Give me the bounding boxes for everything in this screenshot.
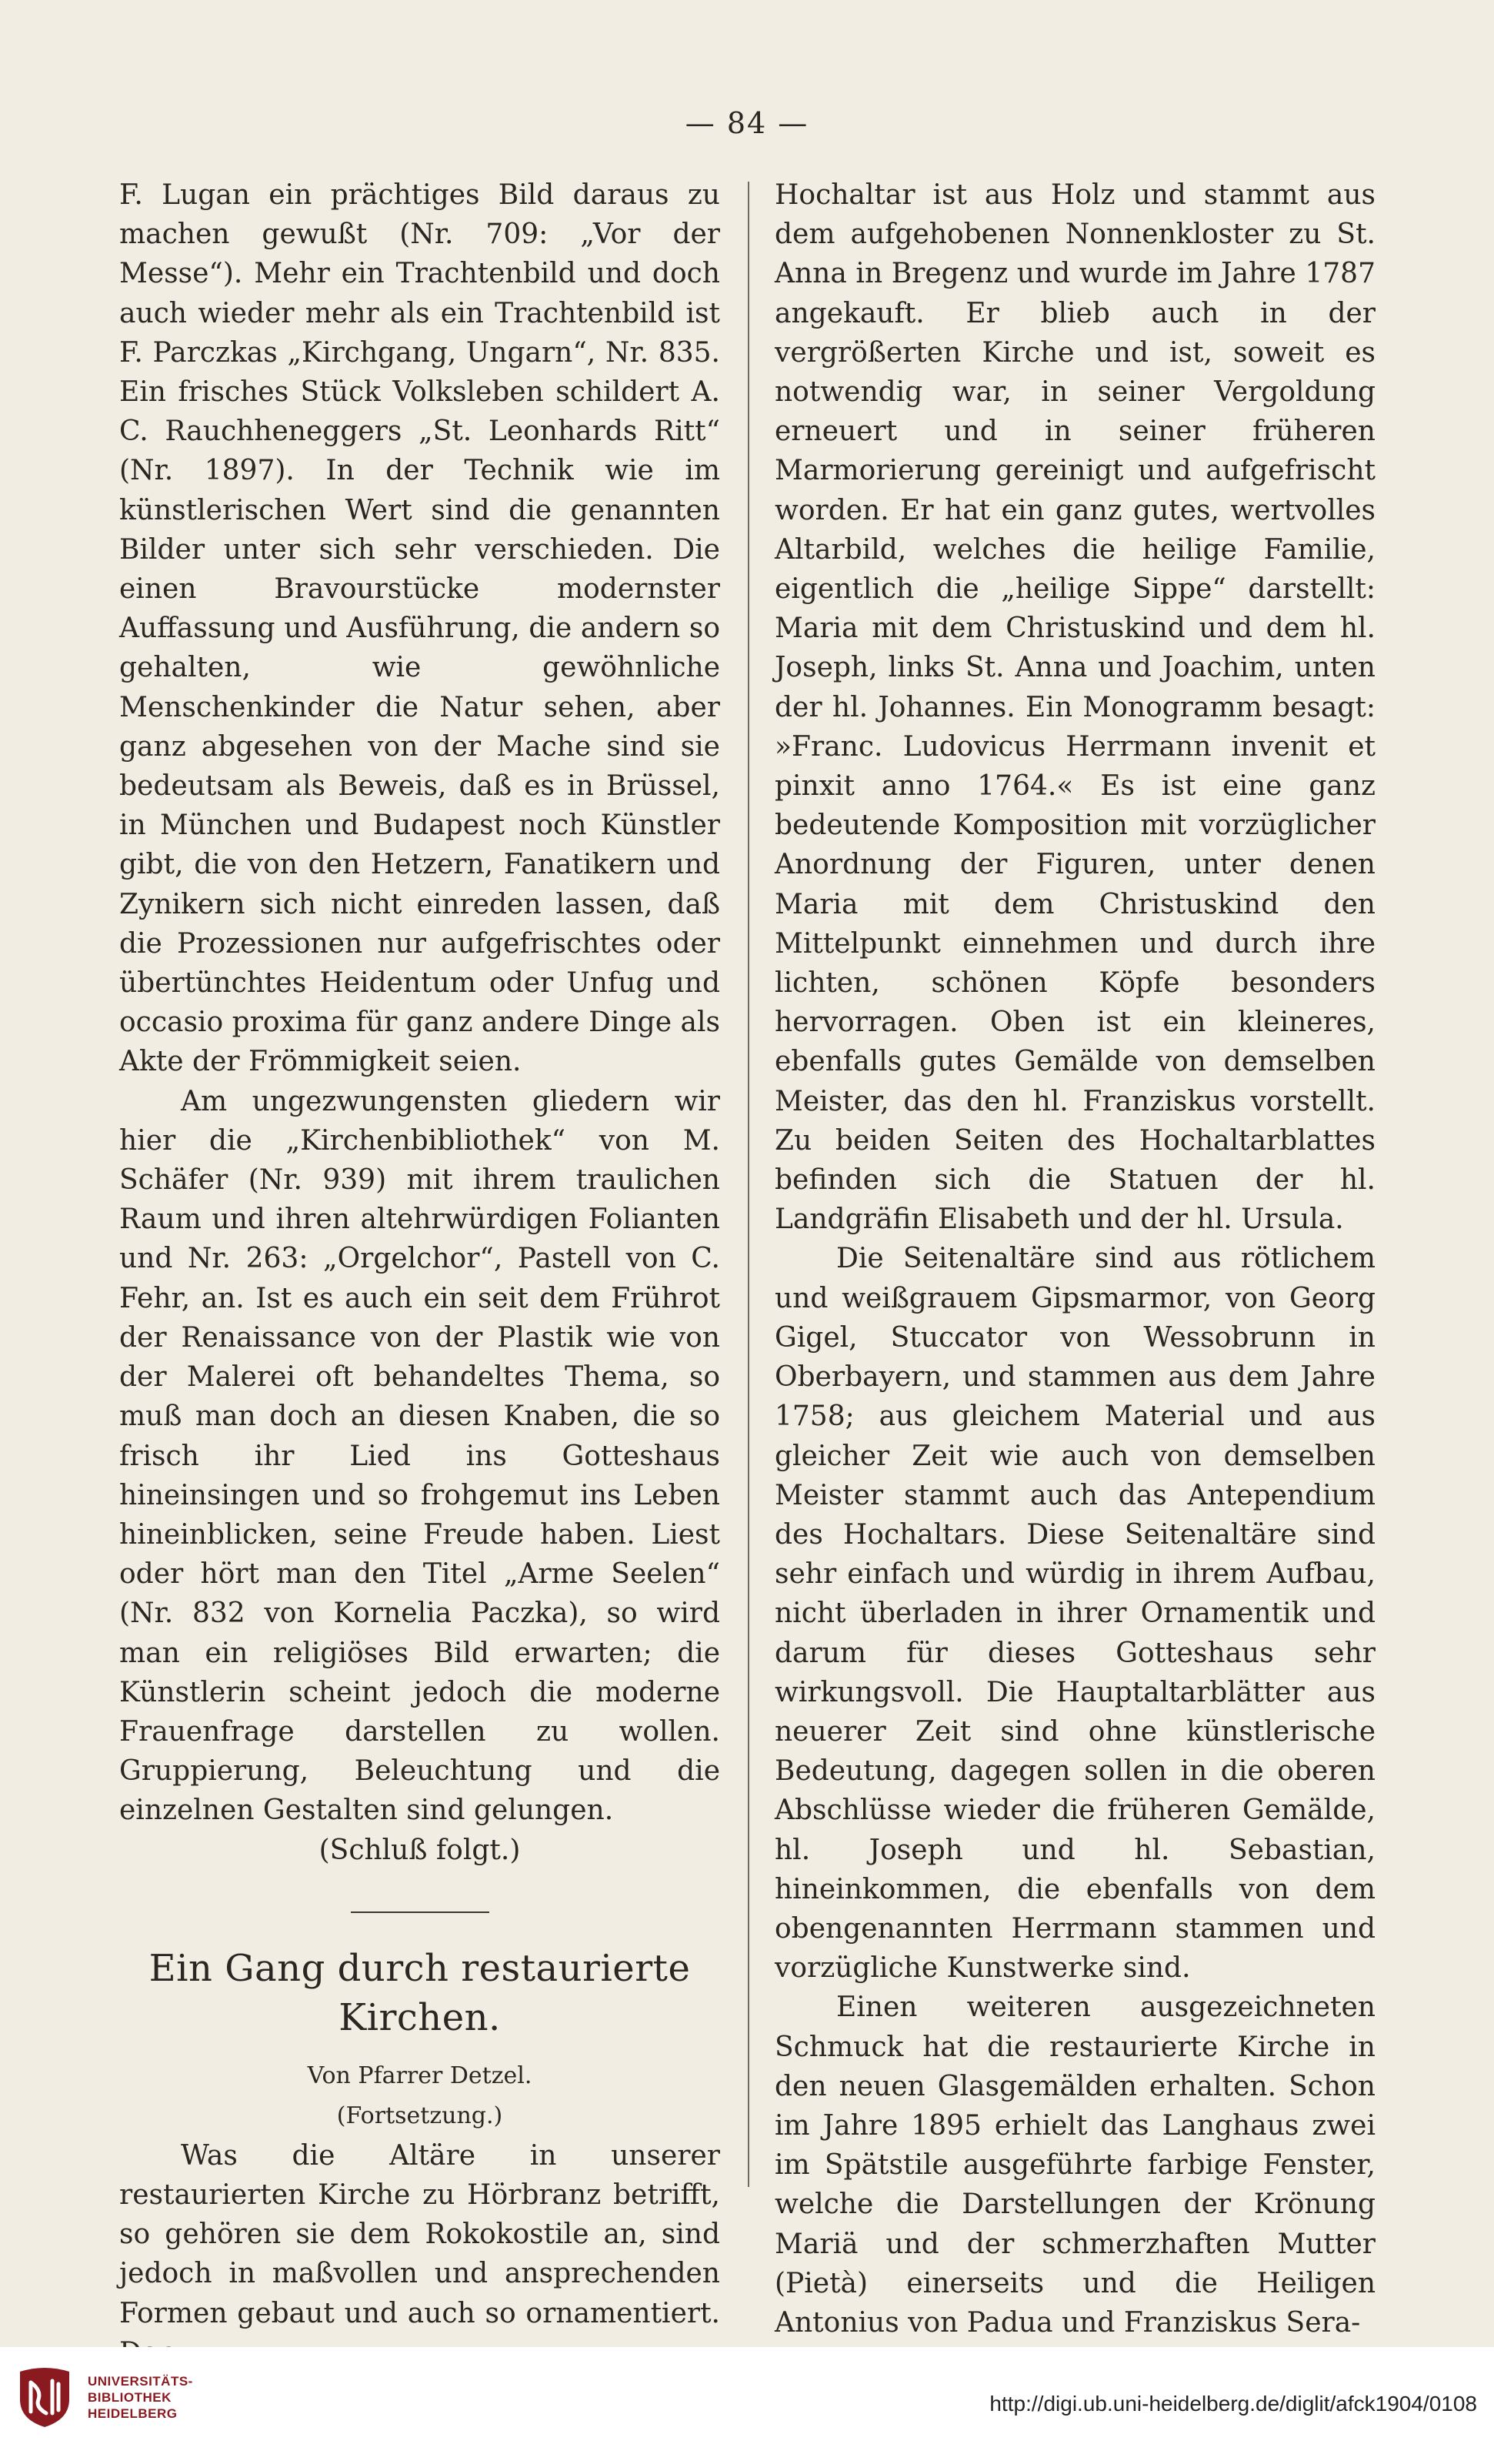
article-sequel-note: (Fortsetzung.) (336, 2102, 503, 2129)
section-divider (351, 1911, 489, 1913)
paragraph: Hochaltar ist aus Holz und stammt aus dem aufgehobenen Nonnenkloster zu St. Anna in Bregenz und wurde im Jahre 1787 angekauft. Er blieb auch in der vergrößerten Kirche und ist, soweit es notwendig war, in seiner Vergoldung erneuert und in seiner früheren Marmorierung gereinigt und aufgefrischt worden. Er hat ein ganz gutes, wertvolles Altarbild, welches die heilige Familie, eigentlich die „heilige Sippe“ darstellt: Maria mit dem Christuskind und dem hl. Joseph, links St. Anna und Joachim, unten der hl. Johannes. Ein Monogramm besagt: »Franc. Ludovicus Herrmann invenit et pinxit anno 1764.« Es ist eine ganz bedeutende Komposition mit vorzüglicher Anordnung der Figuren, unter denen Maria mit dem Christuskind den Mittelpunkt einnehmen und durch ihre lichten, schönen Köpfe besonders hervorragen. Oben ist ein kleineres, ebenfalls gutes Gemälde von demselben Meister, das den hl. Franziskus vorstellt. Zu beiden Seiten des Hochaltarblattes befinden sich die Statuen der hl. Landgräfin Elisabeth und der hl. Ursula. (775, 179, 1376, 1236)
article-author: Von Pfarrer Detzel. (307, 2062, 532, 2089)
right-column (775, 175, 1376, 2342)
paragraph: Was die Altäre in unserer restaurierten Kirche zu Hörbranz betrifft, so gehören sie dem Rokokostile an, sind jedoch in maßvollen und ansprechenden Formen gebaut und auch so ornamentiert. (119, 2139, 720, 2329)
paragraph: Einen weiteren ausgezeichneten Schmuck hat die restaurierte Kirche in den neuen Glasgemälden erhalten. Schon im Jahre 1895 erhielt das Langhaus zwei im Spätstile ausgeführte farbige Fenster, welche die Darstellungen der Krönung Mariä und der schmerzhaften Mutter (Pietà) einerseits und die Heiligen Antonius von Padua und Franziskus Sera- (775, 1992, 1376, 2339)
library-name (88, 2373, 193, 2422)
page-number: — 84 — (685, 106, 809, 140)
column-divider (748, 182, 749, 2187)
left-column (119, 175, 720, 2372)
library-name-line: HEIDELBERG (88, 2406, 178, 2421)
digitization-footer (0, 2347, 1494, 2464)
paragraph: Die Seitenaltäre sind aus rötlichem und weißgrauem Gipsmarmor, von Georg Gigel, Stuccator von Wessobrunn in Oberbayern, und stammen aus dem Jahre 1758; aus gleichem Material und aus gleicher Zeit wie auch von demselben Meister stammt auch das Antependium des Hochaltars. Diese Seitenaltäre sind sehr einfach und würdig in ihrem Aufbau, nicht überladen in ihrer Ornamentik und darum für dieses Gotteshaus sehr wirkungsvoll. Die Hauptaltarblätter aus neuerer Zeit sind ohne künstlerische Bedeutung, dagegen sollen in die oberen Abschlüsse wieder die früheren Gemälde, hl. Joseph und hl. Sebastian, hineinkommen, die ebenfalls von dem obengenannten Herrmann stammen und vorzügliche Kunstwerke sind. (775, 1243, 1376, 1985)
continued-note: (Schluß folgt.) (318, 1834, 521, 1866)
source-url-link[interactable]: http://digi.ub.uni-heidelberg.de/diglit/afck1904/0108 (989, 2392, 1477, 2416)
article-title: Ein Gang durch restaurierte Kirchen. (148, 1946, 691, 2039)
paragraph: Am ungezwungensten gliedern wir hier die „Kirchenbibliothek“ von M. Schäfer (Nr. 939) mit ihrem traulichen Raum und ihren altehrwürdigen Folianten und Nr. 263: „Orgelchor“, Pastell von C. Fehr, an. Ist es auch ein seit dem Frührot der Renaissance von der Plastik wie von der Malerei oft behandeltes Thema, so muß man doch an diesen Knaben, die so frisch ihr Lied ins Gotteshaus hineinsingen und so frohgemut ins Leben hineinblicken, seine Freude haben. Liest oder hört man den Titel „Arme Seelen“ (Nr. 832 von Kornelia Paczka), so wird man ein religiöses Bild erwarten; die Künstlerin scheint jedoch die moderne Frauenfrage darstellen zu wollen. Gruppierung, Beleuchtung und die einzelnen Gestalten sind gelungen. (119, 1085, 720, 1827)
university-library-logo-icon (12, 2366, 77, 2430)
library-name-line: BIBLIOTHEK (88, 2390, 172, 2405)
library-name-line: UNIVERSITÄTS- (88, 2374, 193, 2389)
paragraph: F. Lugan ein prächtiges Bild daraus zu machen gewußt (Nr. 709: „Vor der Messe“). Mehr ein Trachtenbild und doch auch wieder mehr als ein Trachtenbild ist F. Parczkas „Kirchgang, Ungarn“, Nr. 835. Ein frisches Stück Volksleben schildert A. C. Rauchheneggers „St. Leonhards Ritt“ (Nr. 1897). In der Technik wie im künstlerischen Wert sind die genannten Bilder unter sich sehr verschieden. Die einen Bravourstücke modernster Auffassung und Ausführung, die andern so gehalten, wie gewöhnliche Menschenkinder die Natur sehen, aber ganz abgesehen von der Mache sind sie bedeutsam als Beweis, daß es in Brüssel, in München und Budapest noch Künstler gibt, die von den Hetzern, Fanatikern und Zynikern sich nicht einreden lassen, daß die Prozessionen nur aufgefrischtes oder übertünchtes Heidentum oder Unfug und occasio proxima für ganz andere Dinge als Akte der Frömmigkeit seien. (119, 179, 720, 1078)
